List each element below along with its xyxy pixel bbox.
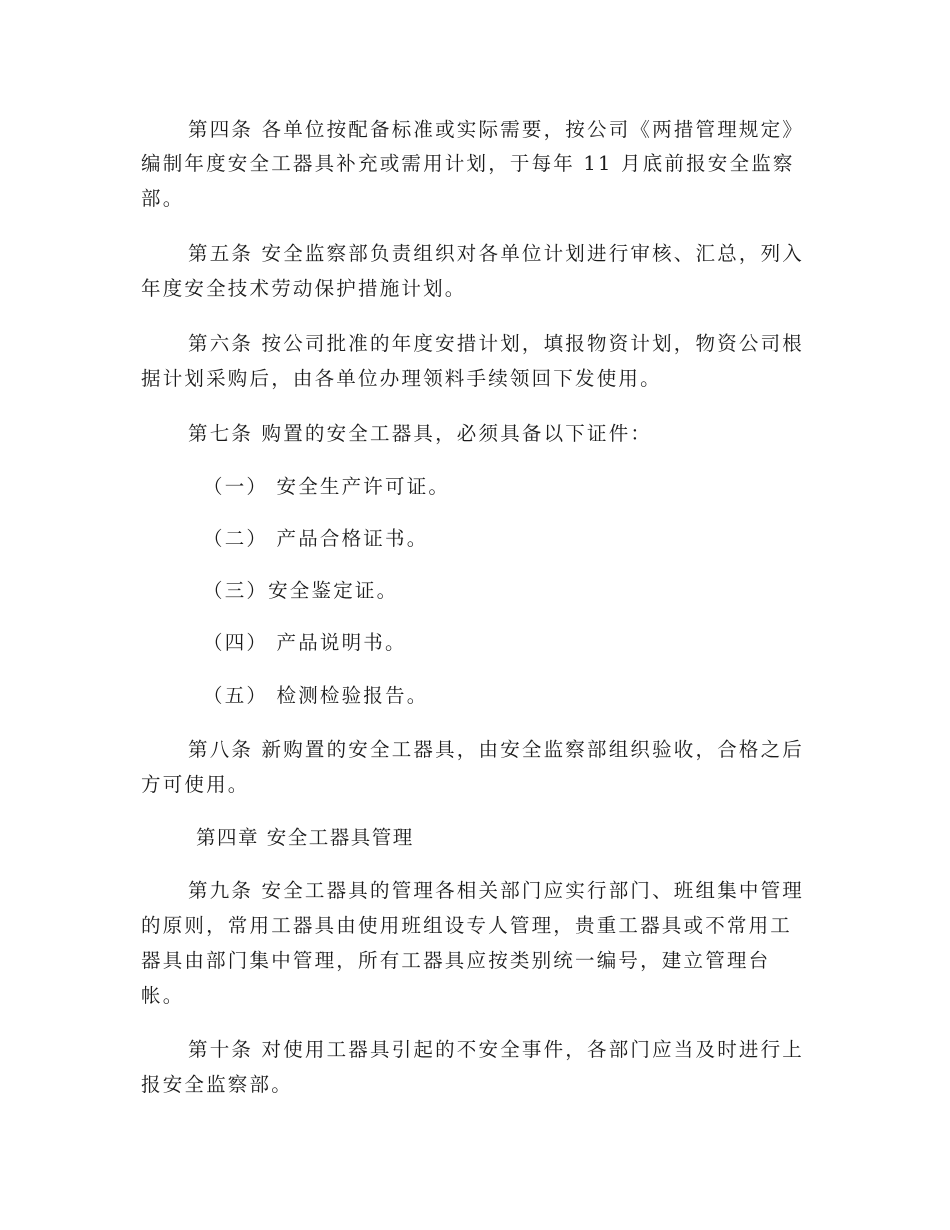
- article-9-line-1: 第九条 安全工器具的管理各相关部门应实行部门、班组集中管理: [188, 879, 804, 902]
- article-5-line-2: 年度安全技术劳动保护措施计划。: [141, 277, 467, 300]
- chapter-heading: 第四章 安全工器具管理: [196, 826, 414, 849]
- article-4-line-2: 编制年度安全工器具补充或需用计划，于每年 11 月底前报安全监察: [141, 152, 795, 175]
- list-item: （三）安全鉴定证。: [203, 579, 399, 602]
- article-9-line-4: 帐。: [141, 984, 185, 1007]
- list-item: （五） 检测检验报告。: [203, 684, 429, 707]
- article-5-line-1: 第五条 安全监察部负责组织对各单位计划进行审核、汇总，列入: [188, 242, 804, 265]
- article-8-line-2: 方可使用。: [141, 773, 250, 796]
- article-8-line-1: 第八条 新购置的安全工器具，由安全监察部组织验收，合格之后: [188, 738, 804, 761]
- article-6-line-2: 据计划采购后，由各单位办理领料手续领回下发使用。: [141, 367, 662, 390]
- article-4-line-3: 部。: [141, 187, 185, 210]
- article-6-line-1: 第六条 按公司批准的年度安措计划，填报物资计划，物资公司根: [188, 332, 804, 355]
- list-item: （四） 产品说明书。: [203, 631, 407, 654]
- list-item: （一） 安全生产许可证。: [203, 475, 451, 498]
- article-7-line-1: 第七条 购置的安全工器具，必须具备以下证件：: [188, 422, 653, 445]
- article-9-line-3: 器具由部门集中管理，所有工器具应按类别统一编号，建立管理台: [141, 949, 771, 972]
- article-10-line-1: 第十条 对使用工器具引起的不安全事件，各部门应当及时进行上: [188, 1038, 804, 1061]
- article-4-line-1: 第四条 各单位按配备标准或实际需要，按公司《两措管理规定》: [188, 118, 804, 141]
- article-10-line-2: 报安全监察部。: [141, 1073, 293, 1096]
- article-9-line-2: 的原则，常用工器具由使用班组设专人管理，贵重工器具或不常用工: [141, 914, 793, 937]
- list-item: （二） 产品合格证书。: [203, 527, 429, 550]
